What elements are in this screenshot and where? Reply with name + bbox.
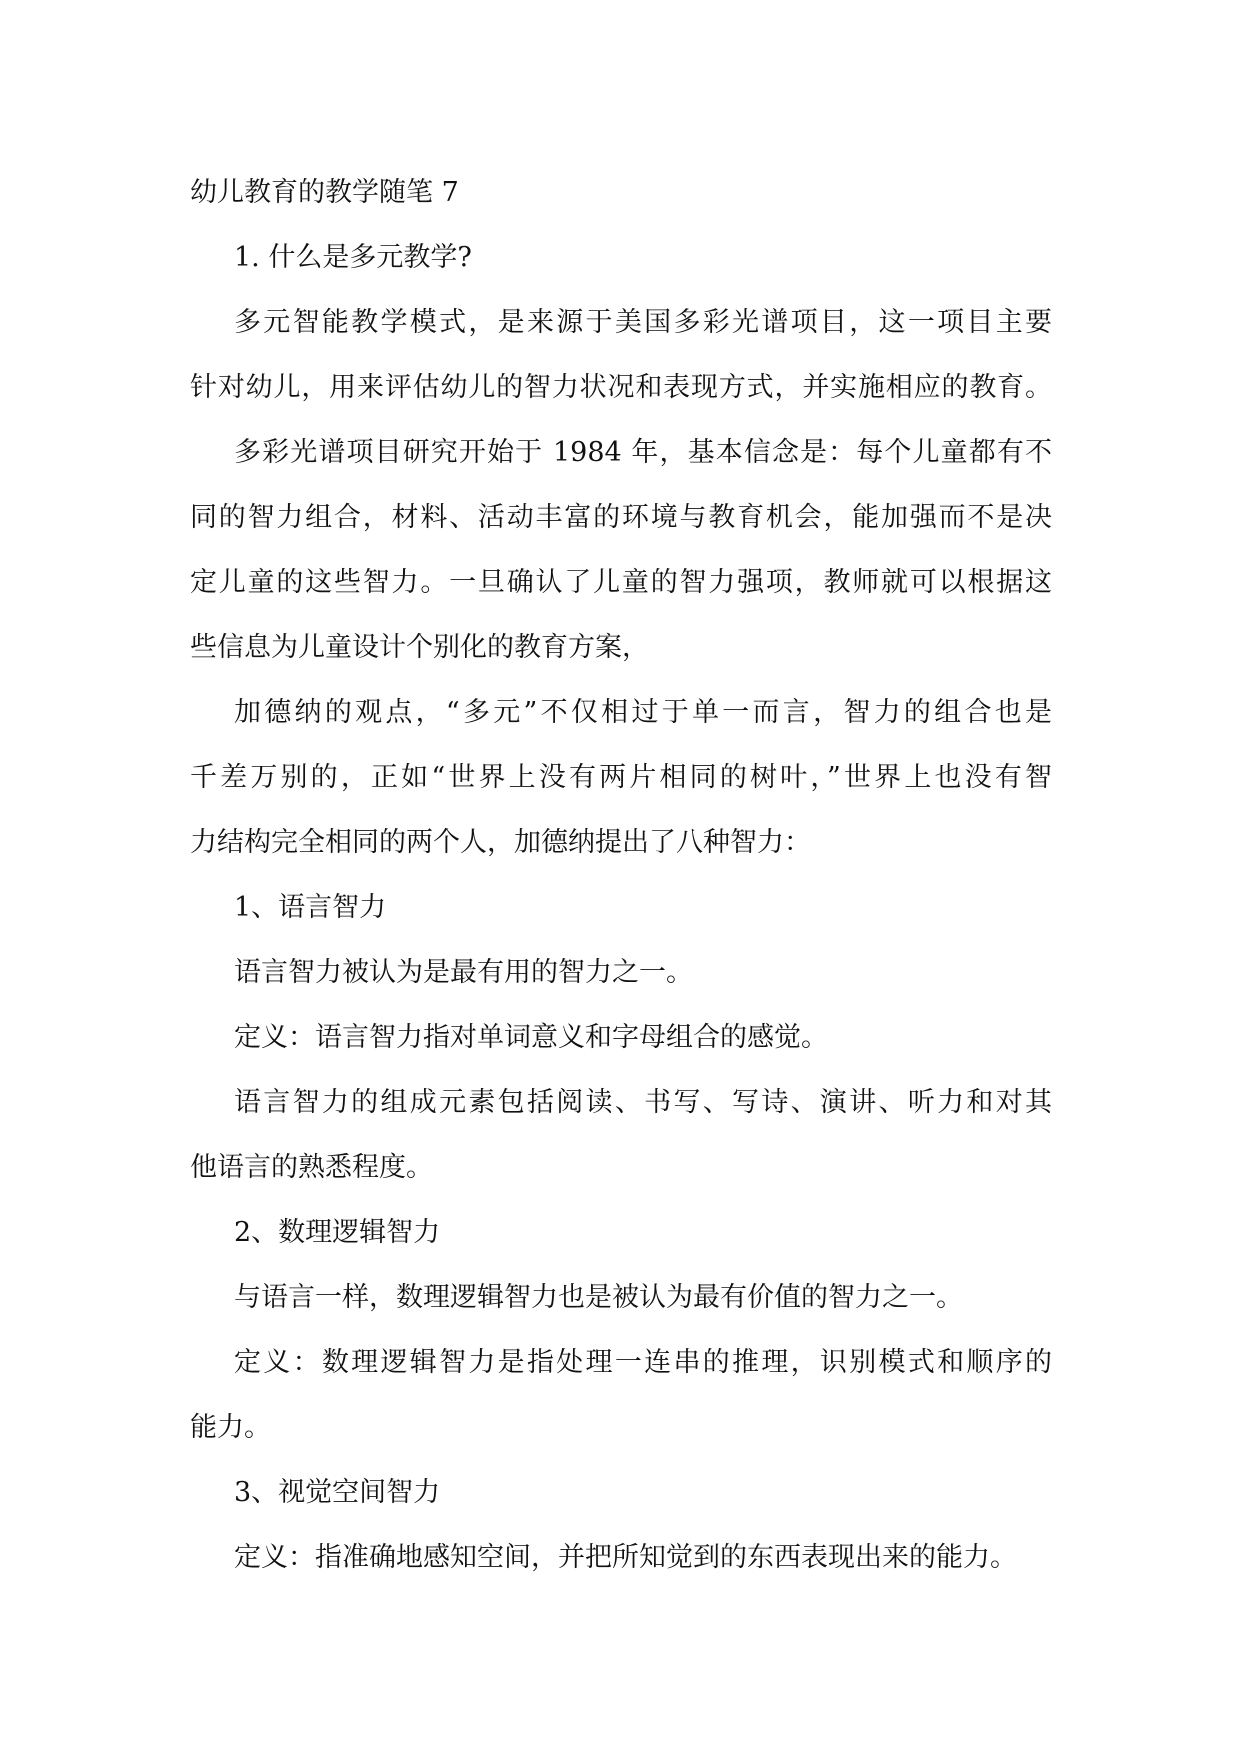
section-heading-logic: 2、数理逻辑智力 [234, 1217, 441, 1248]
paragraph-line: 同的智力组合，材料、活动丰富的环境与教育机会，能加强而不是决 [190, 502, 1052, 533]
document-title: 幼儿教育的教学随笔 7 [190, 177, 459, 208]
paragraph-line: 语言智力被认为是最有用的智力之一。 [234, 957, 693, 988]
paragraph-line: 针对幼儿，用来评估幼儿的智力状况和表现方式，并实施相应的教育。 [190, 372, 1052, 403]
question-heading: 1. 什么是多元教学? [234, 242, 472, 273]
paragraph-line: 多彩光谱项目研究开始于 1984 年，基本信念是：每个儿童都有不 [234, 437, 1052, 468]
paragraph-line: 定儿童的这些智力。一旦确认了儿童的智力强项，教师就可以根据这 [190, 567, 1052, 598]
section-heading-language: 1、语言智力 [234, 892, 387, 923]
document-body [190, 160, 1052, 1590]
paragraph-line: 能力。 [190, 1412, 271, 1443]
definition-line: 定义：语言智力指对单词意义和字母组合的感觉。 [234, 1022, 828, 1053]
paragraph-line: 些信息为儿童设计个别化的教育方案， [190, 632, 649, 663]
paragraph-line: 他语言的熟悉程度。 [190, 1152, 433, 1183]
paragraph-line: 多元智能教学模式，是来源于美国多彩光谱项目，这一项目主要 [234, 307, 1052, 338]
paragraph-line: 加德纳的观点，“多元”不仅相过于单一而言，智力的组合也是 [234, 697, 1052, 728]
paragraph-line: 千差万别的，正如“世界上没有两片相同的树叶，”世界上也没有智 [190, 762, 1052, 793]
definition-line: 定义：数理逻辑智力是指处理一连串的推理，识别模式和顺序的 [234, 1347, 1052, 1378]
paragraph-line: 力结构完全相同的两个人，加德纳提出了八种智力： [190, 827, 811, 858]
paragraph-line: 与语言一样，数理逻辑智力也是被认为最有价值的智力之一。 [234, 1282, 963, 1313]
section-heading-spatial: 3、视觉空间智力 [234, 1477, 441, 1508]
definition-line: 定义：指准确地感知空间，并把所知觉到的东西表现出来的能力。 [234, 1542, 1017, 1573]
paragraph-line: 语言智力的组成元素包括阅读、书写、写诗、演讲、听力和对其 [234, 1087, 1052, 1118]
